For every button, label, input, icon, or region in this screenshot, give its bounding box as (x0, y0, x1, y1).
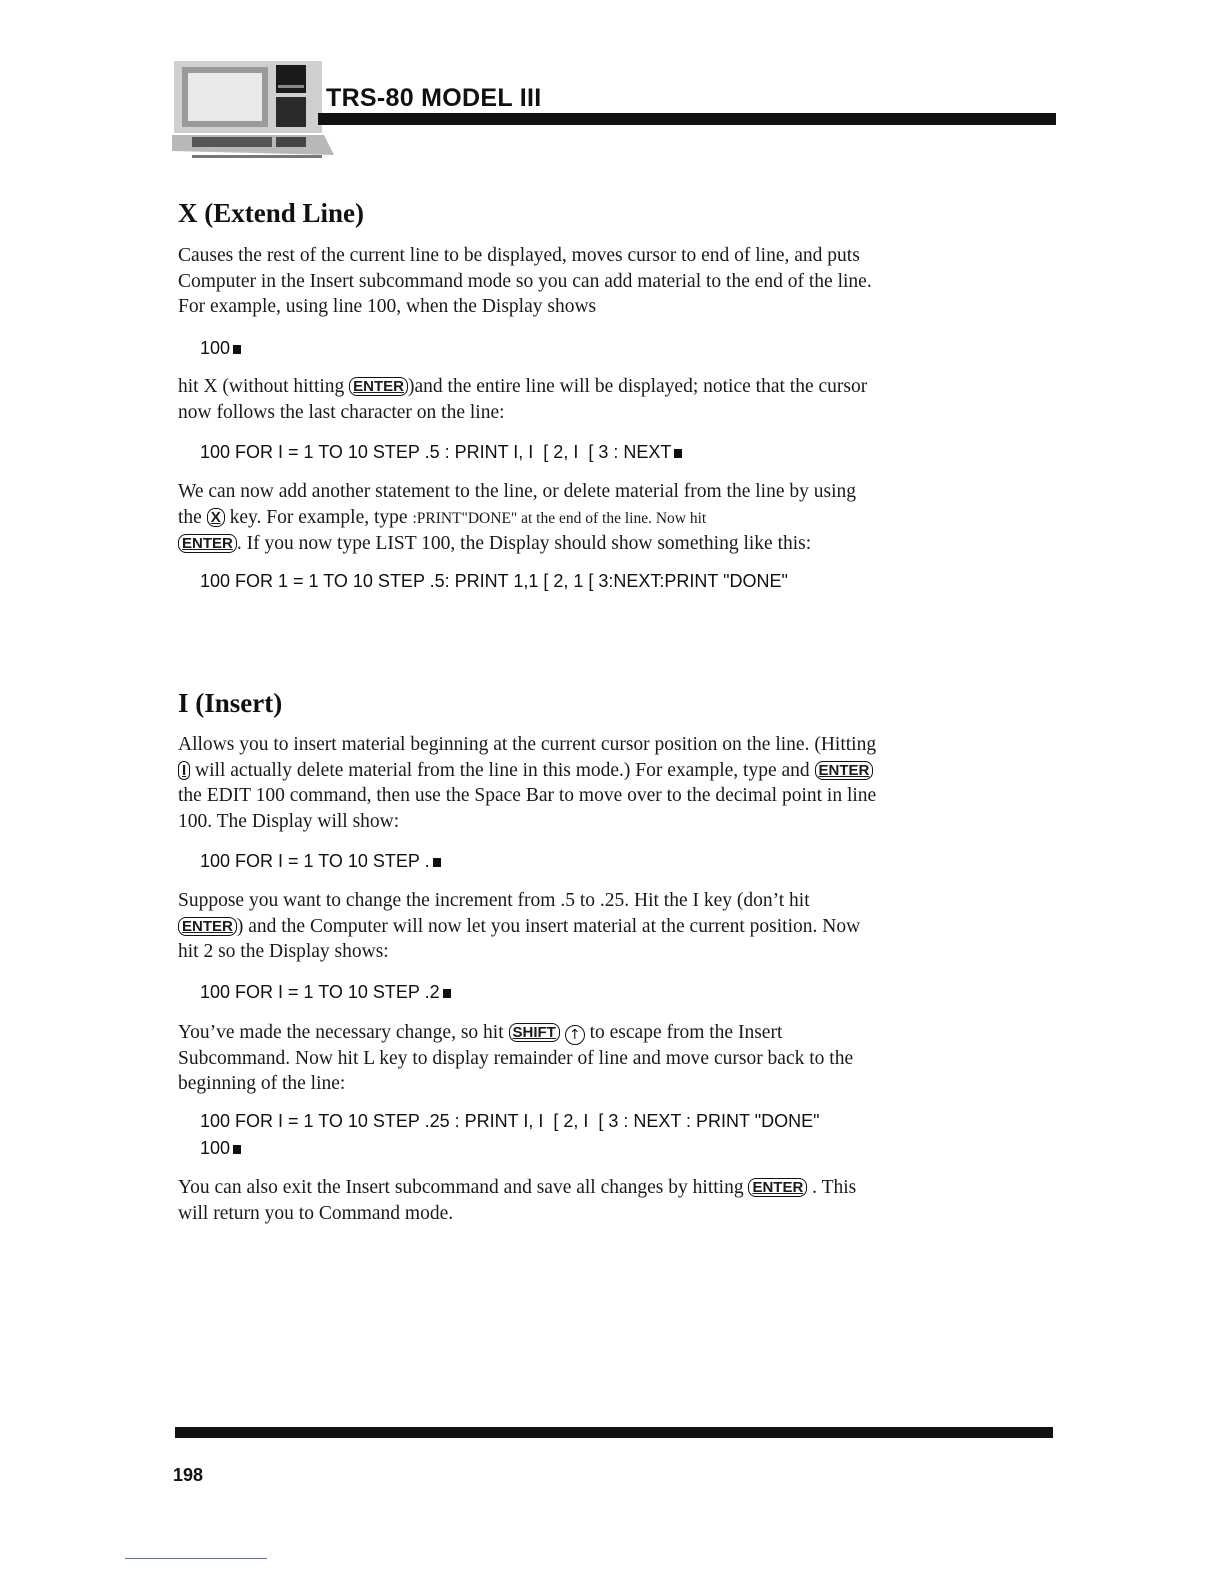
insert-paragraph-1 (178, 732, 878, 834)
text-run: the EDIT 100 command, then use the Space Bar to move over to the decimal point in line 100. The Display will show: (178, 785, 877, 832)
text-run: ) and the Computer will now let you insert material at the current position. Now hit 2 so the Display shows: (178, 915, 861, 962)
text-run: will actually delete material from the line in this mode.) For example, type and (190, 759, 815, 781)
enter-key-icon: ENTER (748, 1178, 807, 1197)
code-text: 100 FOR I = 1 TO 10 STEP .5 : PRINT I, I [ 2, I [ 3 : NEXT (200, 442, 672, 462)
page-number: 198 (173, 1465, 204, 1485)
shift-key-icon: SHIFT (509, 1023, 560, 1042)
text-run: Suppose you want to change the increment from .5 to .25. Hit the I key (don’t hit (178, 890, 810, 911)
code-line (200, 335, 241, 362)
code-line (200, 848, 441, 875)
text-run: to escape from the Insert Subcommand. Now hit L key to display remainder of line and move cursor back to the beginning of the line: (178, 1022, 854, 1094)
trs80-computer-icon (172, 55, 334, 167)
code-text: 100 (200, 1138, 231, 1158)
up-arrow-key-icon: ↑ (565, 1025, 585, 1045)
text-run: . If you now type LIST 100, the Display should show something like this: (236, 533, 812, 554)
text-run: . This will return you to Command mode. (178, 1177, 857, 1224)
code-line (200, 1135, 241, 1162)
cursor-icon (233, 1145, 241, 1154)
text-run: key. For example, type (224, 506, 413, 528)
header-title: TRS-80 MODEL III (326, 84, 542, 112)
text-run: :PRINT"DONE" at the end of the line. Now hit (412, 509, 707, 527)
cursor-icon (433, 858, 441, 867)
code-text: 100 FOR I = 1 TO 10 STEP . (200, 851, 430, 871)
text-run: )and the entire line will be displayed; notice that the cursor now follows the last character on the line: (178, 376, 868, 423)
code-line: 100 FOR I = 1 TO 10 STEP .25 : PRINT I, I [ 2, I [ 3 : NEXT : PRINT "DONE" (200, 1111, 820, 1131)
text-run: You can also exit the Insert subcommand and save all changes by hitting (178, 1177, 749, 1198)
scan-artifact-line (125, 1558, 267, 1559)
extend-line-paragraph-3 (178, 479, 878, 557)
enter-key-icon: ENTER (815, 761, 874, 780)
section-heading-insert: I (Insert) (178, 688, 283, 718)
enter-key-icon: ENTER (349, 377, 408, 396)
text-run: You’ve made the necessary change, so hit (178, 1022, 509, 1043)
footer-rule (175, 1427, 1053, 1438)
cursor-icon (233, 345, 241, 354)
code-text: 100 FOR I = 1 TO 10 STEP .2 (200, 982, 440, 1002)
extend-line-paragraph-2 (178, 374, 878, 425)
i-key-icon: I (178, 761, 190, 780)
code-line: 100 FOR 1 = 1 TO 10 STEP .5: PRINT 1,1 [ 2, 1 [ 3:NEXT:PRINT "DONE" (200, 571, 788, 591)
x-key-icon: X (207, 508, 225, 527)
cursor-icon (674, 449, 682, 458)
code-line (200, 979, 451, 1006)
insert-paragraph-4 (178, 1175, 878, 1226)
enter-key-icon: ENTER (178, 534, 237, 553)
section-heading-extend-line: X (Extend Line) (178, 198, 365, 228)
extend-line-paragraph-1: Causes the rest of the current line to be displayed, moves cursor to end of line, and puts Computer in the Insert subcommand mode so you can add material to the end of the line. For example, using line 100, when the Display shows (178, 245, 872, 317)
insert-paragraph-2 (178, 888, 878, 965)
code-text: 100 (200, 338, 231, 358)
enter-key-icon: ENTER (178, 917, 237, 936)
insert-paragraph-3 (178, 1020, 878, 1097)
text-run: Allows you to insert material beginning at the current cursor position on the line. (Hitting (178, 734, 877, 755)
text-run: hit X (without hitting (178, 376, 350, 397)
code-line (200, 439, 682, 466)
text-run: We can now add another statement to the line, or delete material from the line by using the (178, 481, 856, 528)
header-rule (318, 113, 1056, 125)
cursor-icon (443, 989, 451, 998)
